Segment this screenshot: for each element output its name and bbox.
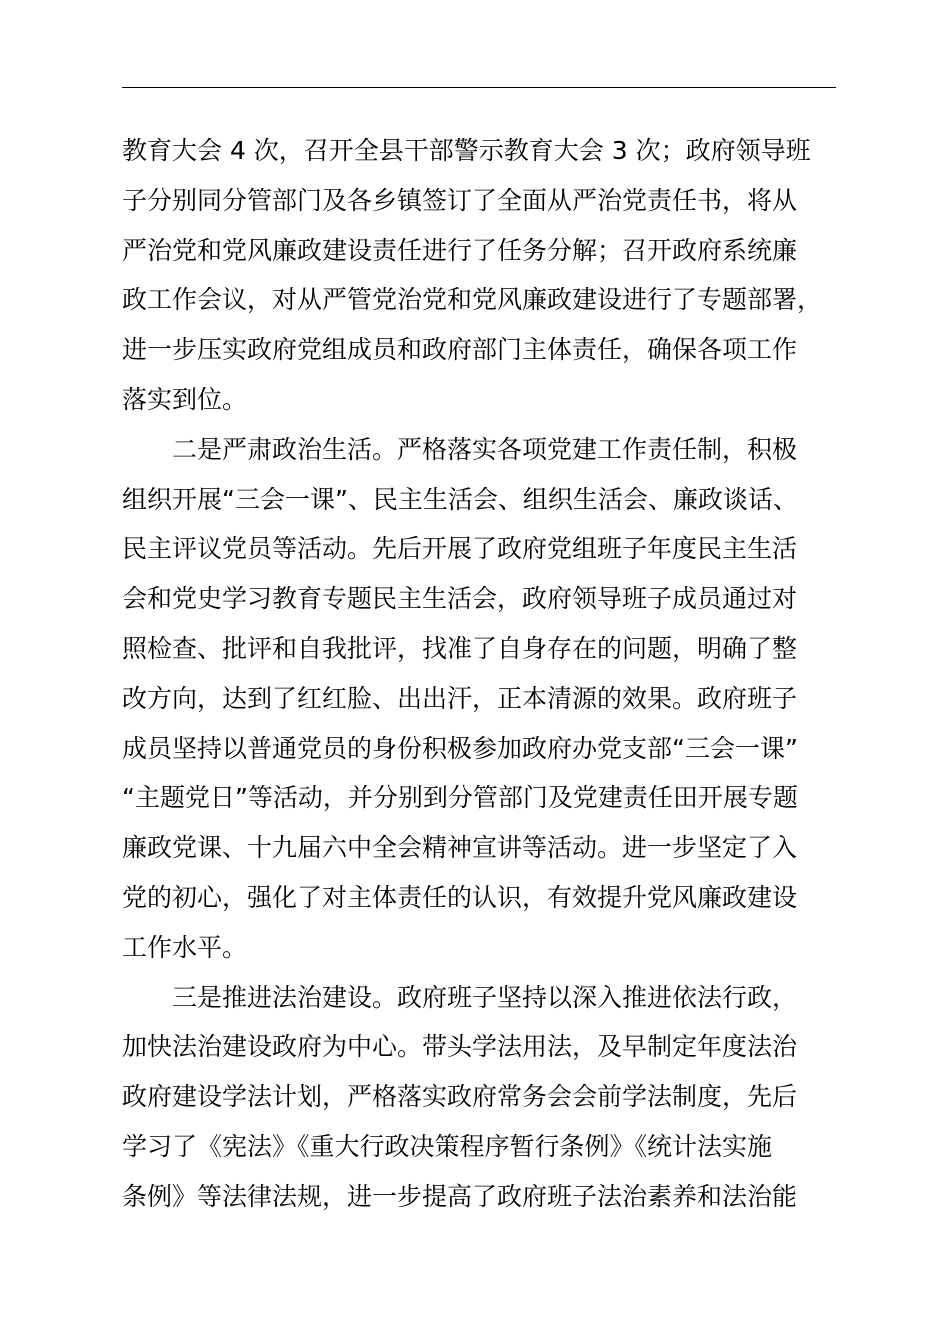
paragraph-start-line: 三是推进法治建设。政府班子坚持以深入推进依法行政， [172,982,798,1012]
text-line: 成员坚持以普通党员的身份积极参加政府办党支部“三会一课” [122,733,798,763]
text-line: 落实到位。 [122,384,248,414]
text-line: 子分别同分管部门及各乡镇签订了全面从严治党责任书，将从 [122,185,798,215]
text-line: 组织开展“三会一课”、民主生活会、组织生活会、廉政谈话、 [122,484,798,514]
text-line: 党的初心，强化了对主体责任的认识，有效提升党风廉政建设 [122,882,798,912]
text-line: 民主评议党员等活动。先后开展了政府党组班子年度民主生活 [122,534,798,564]
text-line: 工作水平。 [122,932,248,962]
text-line: 政府建设学法计划，严格落实政府常务会会前学法制度，先后 [122,1082,798,1112]
text-line: 加快法治建设政府为中心。带头学法用法，及早制定年度法治 [122,1032,798,1062]
text-line: 严治党和党风廉政建设责任进行了任务分解；召开政府系统廉 [122,235,798,265]
text-line: 廉政党课、十九届六中全会精神宣讲等活动。进一步坚定了入 [122,833,798,863]
text-line: 条例》等法律法规，进一步提高了政府班子法治素养和法治能 [122,1181,798,1211]
text-line: 改方向，达到了红红脸、出出汗，正本清源的效果。政府班子 [122,683,798,713]
text-line: 政工作会议，对从严管党治党和党风廉政建设进行了专题部署， [122,285,823,315]
header-rule [122,87,836,88]
text-line: 教育大会 4 次，召开全县干部警示教育大会 3 次；政府领导班 [122,136,811,165]
text-line: “主题党日”等活动，并分别到分管部门及党建责任田开展专题 [122,783,798,813]
text-line: 会和党史学习教育专题民主生活会，政府领导班子成员通过对 [122,584,798,614]
text-line: 进一步压实政府党组成员和政府部门主体责任，确保各项工作 [122,335,798,365]
text-line: 照检查、批评和自我批评，找准了自身存在的问题，明确了整 [122,633,798,663]
text-line: 学习了《宪法》《重大行政决策程序暂行条例》《统计法实施 [122,1131,773,1161]
document-body [122,126,842,1222]
paragraph-start-line: 二是严肃政治生活。严格落实各项党建工作责任制，积极 [172,434,798,464]
